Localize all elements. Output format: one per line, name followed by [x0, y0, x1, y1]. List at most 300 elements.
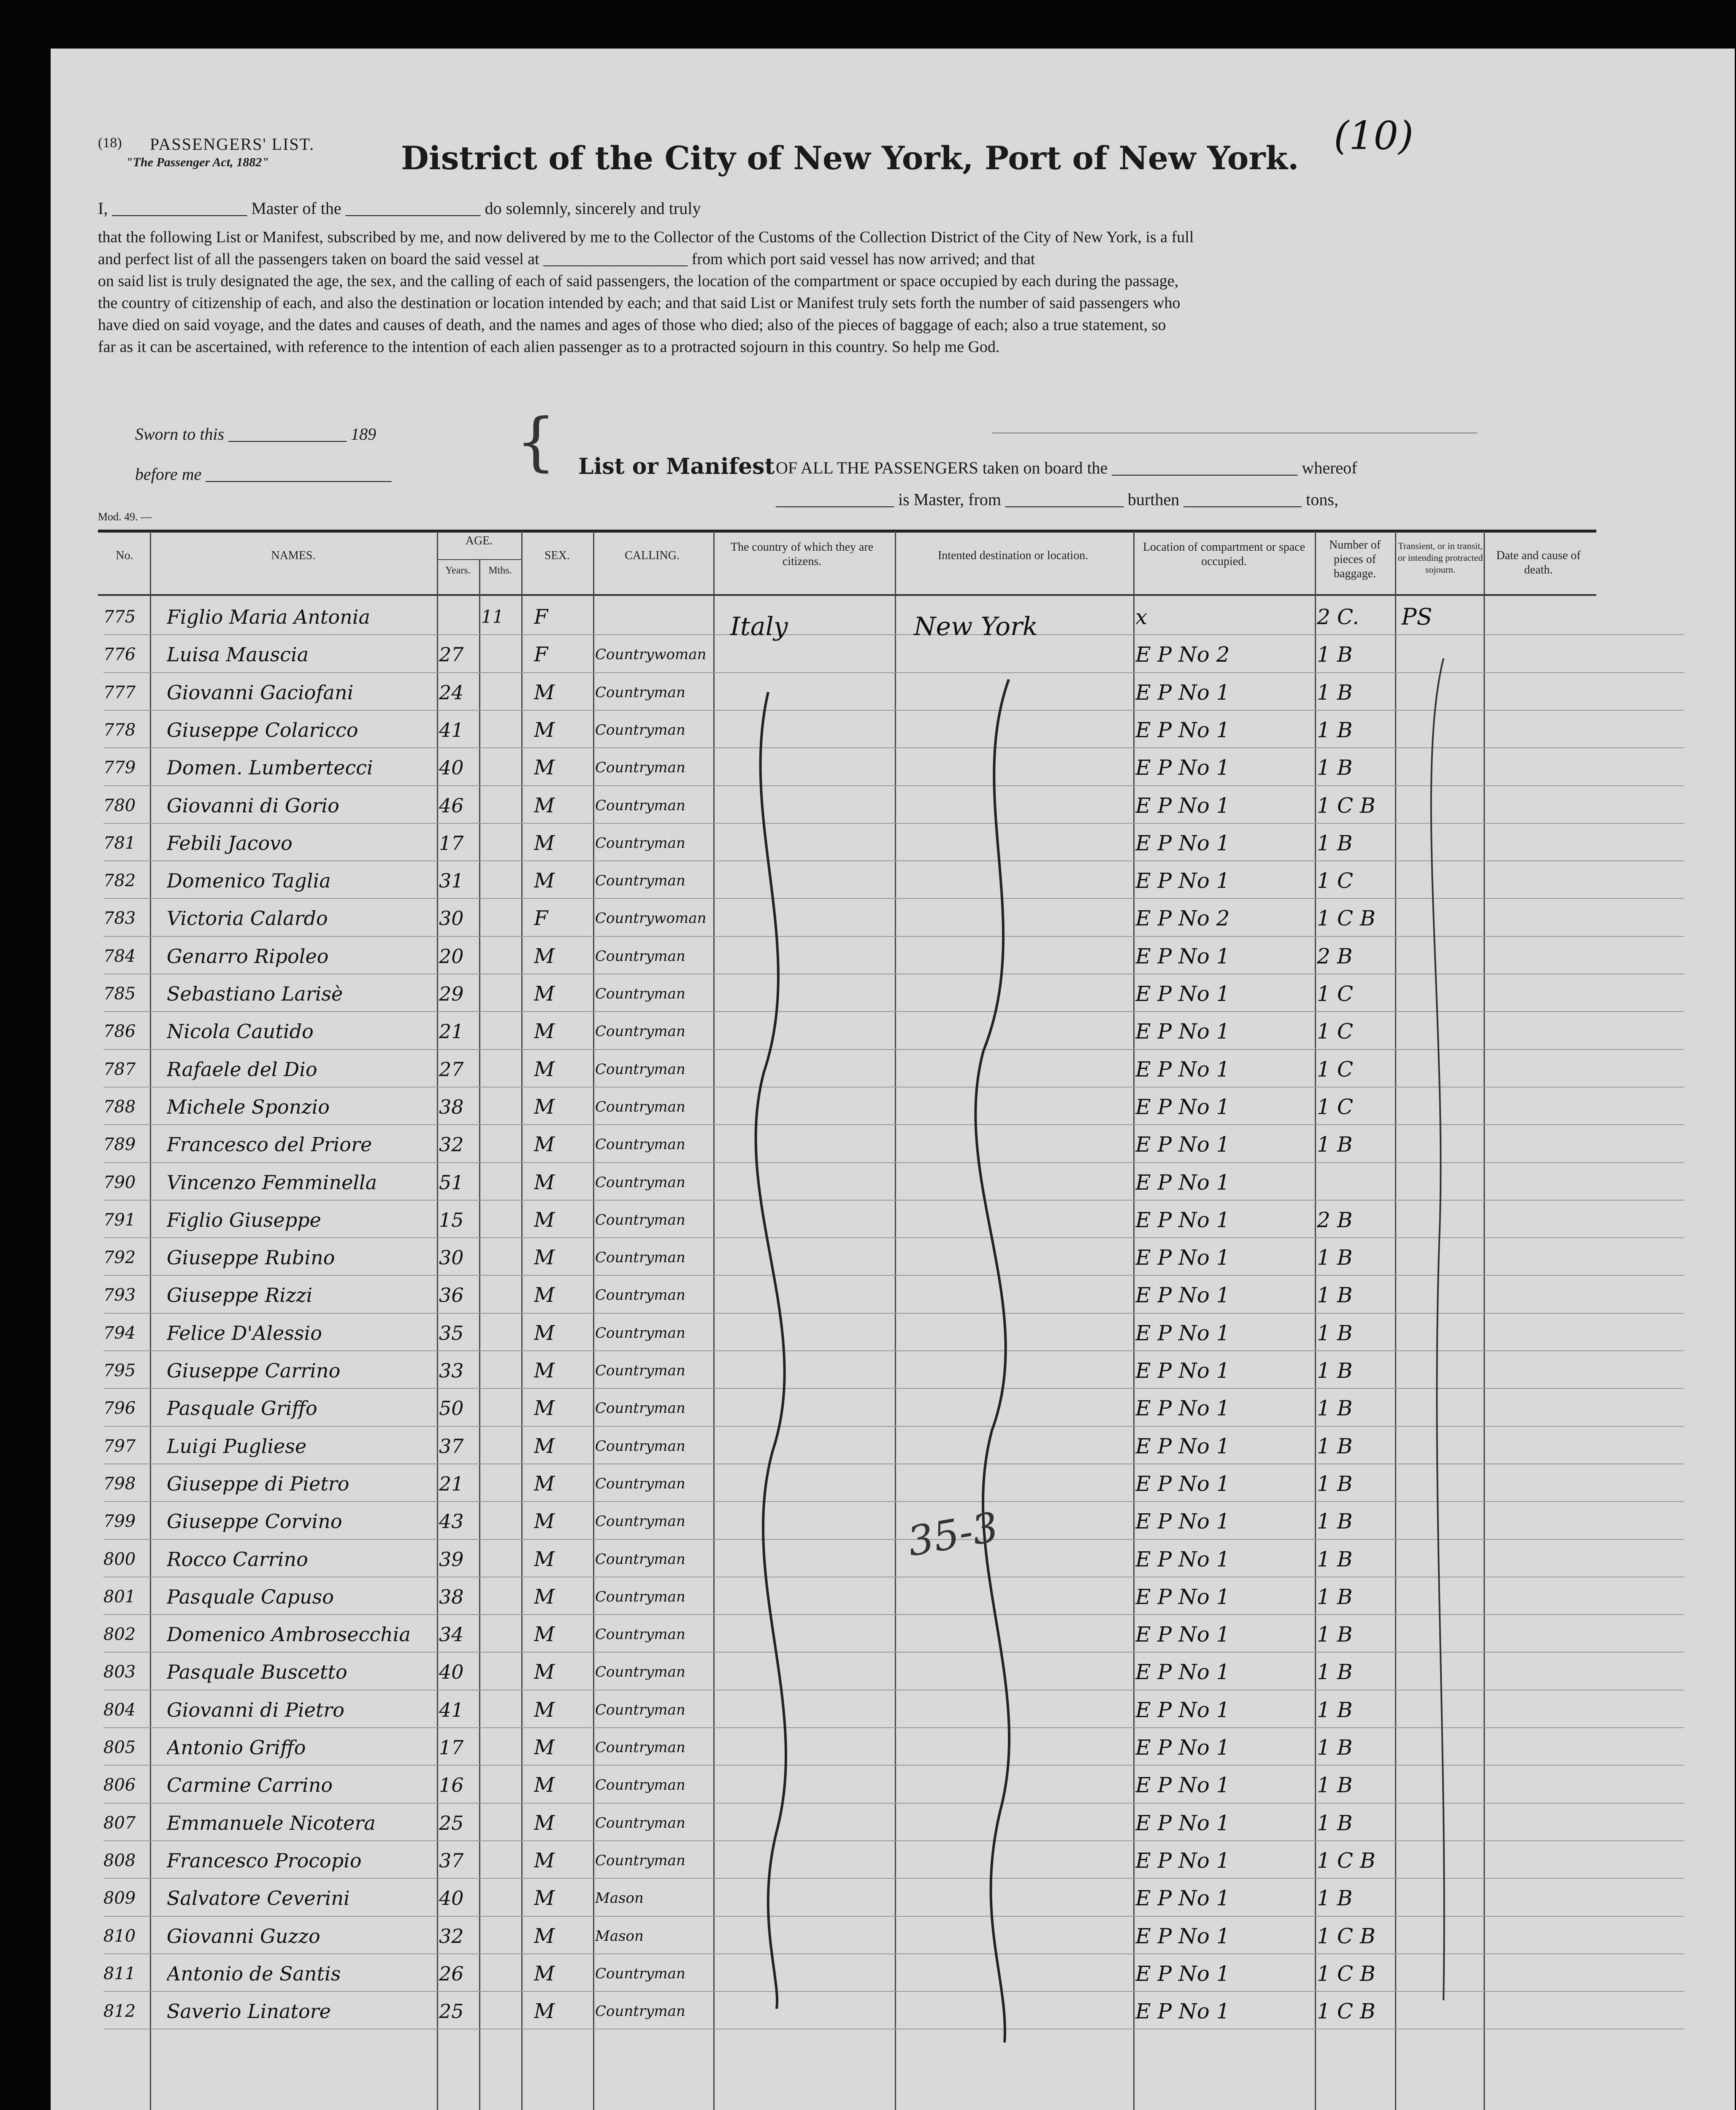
- ditto-transient: [1397, 650, 1481, 2042]
- cell-no: 799: [103, 1512, 136, 1531]
- cell-baggage: 1 B: [1317, 1358, 1353, 1383]
- cell-calling: Countryman: [595, 872, 685, 890]
- col-no: No.: [116, 549, 133, 562]
- col-rule: [1315, 531, 1316, 2110]
- cell-location: E P No 1: [1135, 1848, 1230, 1873]
- cell-sex: M: [534, 1585, 555, 1609]
- cell-name: Emmanuele Nicotera: [167, 1811, 376, 1834]
- cell-calling: Mason: [595, 1890, 644, 1907]
- cell-sex: M: [534, 1698, 555, 1722]
- cell-no: 784: [103, 946, 136, 966]
- cell-name: Vincenzo Femminella: [167, 1171, 377, 1194]
- cell-baggage: 1 B: [1317, 1810, 1353, 1835]
- cell-years: 25: [439, 1811, 464, 1834]
- cell-sex: M: [534, 680, 555, 704]
- cell-name: Domenico Ambrosecchia: [167, 1623, 411, 1646]
- cell-years: 17: [439, 1736, 464, 1759]
- cell-sex: M: [534, 1886, 555, 1910]
- cell-calling: Countryman: [595, 797, 685, 814]
- cell-years: 37: [439, 1849, 464, 1872]
- cell-baggage: 1 B: [1317, 1773, 1353, 1798]
- cell-baggage: 1 B: [1317, 1434, 1353, 1458]
- cell-calling: Countryman: [595, 1550, 685, 1568]
- cell-baggage: 1 C B: [1317, 1923, 1376, 1948]
- cell-sex: M: [534, 1133, 555, 1157]
- cell-location: E P No 1: [1135, 830, 1230, 855]
- cell-baggage: 1 B: [1317, 1471, 1353, 1496]
- cell-location: E P No 1: [1135, 1245, 1230, 1270]
- cell-calling: Countryman: [595, 1324, 685, 1342]
- cell-location: E P No 1: [1135, 755, 1230, 780]
- cell-location: E P No 1: [1135, 1396, 1230, 1421]
- cell-years: 41: [439, 1698, 464, 1721]
- cell-no: 811: [103, 1964, 136, 1983]
- cell-location: E P No 1: [1135, 1471, 1230, 1496]
- cell-location: E P No 1: [1135, 1434, 1230, 1458]
- oath-line: that the following List or Manifest, subscribed by me, and now delivered by me to the Collector of the Customs of the Collection District of the City of New York, is a full: [98, 228, 1194, 246]
- cell-no: 794: [103, 1323, 136, 1343]
- cell-location: E P No 1: [1135, 680, 1230, 705]
- cell-years: 50: [439, 1397, 464, 1420]
- cell-years: 21: [439, 1020, 464, 1043]
- ditto-transient-line: [1431, 658, 1444, 2000]
- row-rule: [103, 634, 1684, 635]
- ditto-marks: [713, 650, 1135, 2085]
- col-rule: [1395, 531, 1396, 2110]
- cell-transient: PS: [1401, 604, 1433, 630]
- cell-sex: M: [534, 718, 555, 742]
- cell-name: Giuseppe Rizzi: [167, 1284, 313, 1307]
- cell-years: 46: [439, 794, 464, 817]
- cell-baggage: 1 C B: [1317, 793, 1376, 818]
- cell-sex: M: [534, 1811, 555, 1835]
- cell-name: Rafaele del Dio: [167, 1058, 317, 1081]
- cell-sex: M: [534, 1057, 555, 1081]
- cell-sex: M: [534, 1020, 555, 1044]
- col-age: AGE.: [465, 534, 493, 547]
- col-rule: [593, 531, 594, 2110]
- cell-calling: Countryman: [595, 947, 685, 965]
- cell-no: 804: [103, 1700, 136, 1720]
- cell-location: E P No 1: [1135, 1810, 1230, 1835]
- ditto-destination-line: [975, 679, 1009, 2042]
- cell-baggage: 1 B: [1317, 1320, 1353, 1345]
- cell-location: E P No 1: [1135, 717, 1230, 742]
- main-title: District of the City of New York, Port of New York.: [401, 139, 1299, 177]
- margin-note: 35-3: [904, 1503, 1002, 1566]
- oath-line: the country of citizenship of each, and also the destination or location intended by each; and that said List or Manifest truly sets forth the number of said passengers who: [98, 294, 1181, 312]
- cell-name: Giuseppe Rubino: [167, 1246, 335, 1269]
- cell-calling: Countryman: [595, 1777, 685, 1794]
- cell-years: 31: [439, 869, 464, 893]
- cell-no: 793: [103, 1285, 136, 1305]
- col-mths: Mths.: [488, 565, 512, 576]
- cell-sex: M: [534, 1321, 555, 1345]
- cell-name: Pasquale Buscetto: [167, 1661, 347, 1684]
- cell-name: Domen. Lumbertecci: [167, 756, 373, 779]
- manifest-line-1: OF ALL THE PASSENGERS taken on board the ______________________ whereof: [776, 458, 1357, 477]
- cell-calling: Countryman: [595, 1588, 685, 1605]
- cell-years: 36: [439, 1284, 464, 1307]
- cell-no: 783: [103, 909, 136, 928]
- cell-years: 40: [439, 1661, 464, 1684]
- cell-no: 781: [103, 833, 136, 853]
- cell-sex: M: [534, 1623, 555, 1647]
- cell-name: Michele Sponzio: [167, 1095, 330, 1118]
- cell-location: E P No 1: [1135, 1622, 1230, 1647]
- cell-years: 30: [439, 907, 464, 930]
- cell-no: 789: [103, 1135, 136, 1155]
- cell-years: 35: [439, 1321, 464, 1344]
- oath-line: have died on said voyage, and the dates and causes of death, and the names and ages of those who died; also of the pieces of baggage of each; also a true statement, so: [98, 316, 1166, 334]
- cell-years: 38: [439, 1095, 464, 1118]
- cell-name: Giovanni Guzzo: [167, 1924, 320, 1948]
- cell-name: Sebastiano Larisè: [167, 982, 343, 1005]
- col-destination: Intented destination or location.: [937, 549, 1089, 562]
- cell-sex: M: [534, 1472, 555, 1496]
- cell-calling: Countryman: [595, 1664, 685, 1681]
- cell-no: 788: [103, 1097, 136, 1117]
- cell-years: 27: [439, 1058, 464, 1081]
- cell-no: 779: [103, 758, 136, 778]
- cell-no: 796: [103, 1399, 136, 1418]
- cell-name: Victoria Calardo: [167, 907, 328, 930]
- cell-sex: M: [534, 1246, 555, 1270]
- cell-name: Figlio Giuseppe: [167, 1208, 321, 1231]
- manifest-line-2: ______________ is Master, from ______________ burthen ______________ tons,: [776, 490, 1338, 509]
- manifest-title: List or Manifest: [578, 454, 775, 479]
- cell-calling: Countryman: [595, 1701, 685, 1718]
- cell-location: E P No 1: [1135, 1094, 1230, 1119]
- cell-years: 20: [439, 944, 464, 968]
- cell-sex: M: [534, 793, 555, 817]
- cell-name: Antonio Griffo: [167, 1736, 306, 1759]
- cell-years: 40: [439, 756, 464, 779]
- cell-sex: M: [534, 944, 555, 968]
- cell-mths: 11: [481, 606, 504, 627]
- cell-location: E P No 1: [1135, 793, 1230, 818]
- cell-location: E P No 1: [1135, 1547, 1230, 1572]
- cell-no: 791: [103, 1210, 136, 1230]
- cell-baggage: 1 C: [1317, 1057, 1353, 1082]
- cell-years: 21: [439, 1472, 464, 1495]
- cell-name: Giovanni di Gorio: [167, 794, 339, 817]
- cell-location: E P No 1: [1135, 1773, 1230, 1798]
- cell-sex: F: [534, 605, 548, 629]
- cell-location: E P No 1: [1135, 1697, 1230, 1722]
- cell-years: 27: [439, 643, 464, 666]
- cell-no: 785: [103, 984, 136, 1004]
- col-sex: SEX.: [544, 549, 570, 562]
- cell-location: E P No 2: [1135, 642, 1230, 667]
- cell-sex: M: [534, 1396, 555, 1420]
- cell-name: Rocco Carrino: [167, 1547, 308, 1571]
- cell-no: 808: [103, 1850, 136, 1870]
- oath-line: on said list is truly designated the age, the sex, and the calling of each of said passengers, the location of the compartment or space occupied by each during the passage,: [98, 272, 1178, 290]
- cell-sex: M: [534, 1660, 555, 1684]
- cell-sex: F: [534, 906, 548, 931]
- cell-baggage: 1 B: [1317, 755, 1353, 780]
- cell-name: Pasquale Griffo: [167, 1397, 317, 1420]
- oath-line: and perfect list of all the passengers taken on board the said vessel at __________________ from which port said vessel has now arrived; and that: [98, 250, 1035, 268]
- cell-no: 807: [103, 1813, 136, 1833]
- cell-calling: Countryman: [595, 759, 685, 776]
- cell-location: E P No 1: [1135, 1019, 1230, 1044]
- cell-sex: M: [534, 1170, 555, 1194]
- cell-location: E P No 1: [1135, 1735, 1230, 1760]
- cell-baggage: 1 B: [1317, 717, 1353, 742]
- cell-calling: Countryman: [595, 1437, 685, 1455]
- cell-sex: M: [534, 1283, 555, 1307]
- cell-baggage: 1 B: [1317, 1509, 1353, 1534]
- cell-sex: M: [534, 1736, 555, 1759]
- cell-name: Nicola Cautido: [167, 1020, 314, 1043]
- cell-location: x: [1135, 605, 1148, 629]
- cell-calling: Countryman: [595, 721, 685, 738]
- cell-no: 806: [103, 1775, 136, 1795]
- cell-baggage: 1 B: [1317, 1245, 1353, 1270]
- cell-location: E P No 2: [1135, 906, 1230, 931]
- col-rule: [1484, 531, 1485, 2110]
- cell-years: 34: [439, 1623, 464, 1646]
- sworn-line: Sworn to this ______________ 189: [135, 425, 376, 444]
- col-transient: Transient, or in transit, or intending protracted sojourn.: [1397, 541, 1483, 575]
- cell-sex: M: [534, 831, 555, 855]
- cell-no: 812: [103, 2002, 136, 2021]
- cell-sex: M: [534, 1924, 555, 1948]
- cell-baggage: 1 B: [1317, 1547, 1353, 1572]
- cell-calling: Countryman: [595, 1249, 685, 1266]
- cell-no: 801: [103, 1587, 136, 1607]
- cell-calling: Countrywoman: [595, 646, 707, 663]
- table-top-rule: [98, 530, 1596, 533]
- cell-calling: Countrywoman: [595, 910, 707, 927]
- cell-no: 775: [103, 607, 136, 627]
- cell-location: E P No 1: [1135, 1999, 1230, 2024]
- cell-sex: M: [534, 1359, 555, 1382]
- cell-sex: M: [534, 1434, 555, 1458]
- cell-calling: Countryman: [595, 1174, 685, 1191]
- cell-calling: Countryman: [595, 1814, 685, 1831]
- cell-calling: Countryman: [595, 1023, 685, 1040]
- col-rule: [437, 531, 438, 2110]
- cell-calling: Countryman: [595, 1136, 685, 1153]
- cell-years: 40: [439, 1887, 464, 1910]
- cell-sex: M: [534, 756, 555, 780]
- ditto-country-line: [756, 692, 786, 2009]
- cell-name: Francesco del Priore: [167, 1133, 372, 1156]
- col-location: Location of compartment or space occupied.: [1143, 541, 1305, 568]
- header-bottom-rule: [98, 594, 1596, 596]
- cell-name: Pasquale Capuso: [167, 1585, 334, 1608]
- cell-years: 39: [439, 1547, 464, 1571]
- country-entry: Italy: [730, 612, 788, 641]
- cell-name: Salvatore Ceverini: [167, 1887, 350, 1910]
- cell-name: Giuseppe Carrino: [167, 1359, 341, 1382]
- cell-sex: M: [534, 1999, 555, 2023]
- cell-name: Francesco Procopio: [167, 1849, 362, 1872]
- cell-no: 787: [103, 1059, 136, 1079]
- cell-sex: M: [534, 1848, 555, 1872]
- cell-baggage: 2 B: [1317, 1207, 1353, 1232]
- cell-no: 782: [103, 871, 136, 891]
- cell-years: 32: [439, 1924, 464, 1948]
- cell-calling: Countryman: [595, 1852, 685, 1869]
- cell-no: 776: [103, 645, 136, 665]
- cell-calling: Countryman: [595, 1098, 685, 1115]
- cell-no: 805: [103, 1738, 136, 1757]
- cell-years: 51: [439, 1171, 464, 1194]
- cell-name: Figlio Maria Antonia: [167, 606, 370, 628]
- cell-no: 800: [103, 1549, 136, 1569]
- cell-name: Luisa Mauscia: [167, 643, 309, 666]
- cell-no: 778: [103, 720, 136, 740]
- cell-calling: Countryman: [595, 1287, 685, 1304]
- cell-baggage: 1 B: [1317, 1735, 1353, 1760]
- cell-calling: Countryman: [595, 985, 685, 1002]
- cell-baggage: 1 B: [1317, 1886, 1353, 1911]
- cell-baggage: 1 B: [1317, 1132, 1353, 1157]
- cell-baggage: 2 B: [1317, 944, 1353, 968]
- page-mark: (10): [1334, 113, 1414, 158]
- col-country: The country of which they are citizens.: [730, 541, 874, 568]
- cell-calling: Countryman: [595, 684, 685, 701]
- cell-calling: Countryman: [595, 834, 685, 852]
- col-rule: [521, 531, 523, 2110]
- cell-sex: M: [534, 1509, 555, 1534]
- cell-calling: Countryman: [595, 1965, 685, 1982]
- cell-calling: Countryman: [595, 1362, 685, 1379]
- cell-years: 33: [439, 1359, 464, 1382]
- before-me-line: before me ______________________: [135, 465, 392, 484]
- cell-no: 803: [103, 1662, 136, 1682]
- cell-years: 26: [439, 1962, 464, 1985]
- col-years: Years.: [445, 565, 471, 576]
- list-title: PASSENGERS' LIST.: [150, 135, 315, 154]
- cell-years: 25: [439, 2000, 464, 2023]
- cell-baggage: 1 B: [1317, 1622, 1353, 1647]
- cell-location: E P No 1: [1135, 1170, 1230, 1195]
- cell-location: E P No 1: [1135, 868, 1230, 893]
- cell-baggage: 1 B: [1317, 1697, 1353, 1722]
- cell-years: 41: [439, 718, 464, 741]
- cell-calling: Countryman: [595, 1211, 685, 1228]
- cell-location: E P No 1: [1135, 1509, 1230, 1534]
- cell-years: 32: [439, 1133, 464, 1156]
- col-calling: CALLING.: [625, 549, 680, 562]
- col-death: Date and cause of death.: [1496, 549, 1581, 576]
- cell-name: Luigi Pugliese: [167, 1434, 307, 1458]
- col-baggage: Number of pieces of baggage.: [1329, 538, 1381, 580]
- cell-no: 797: [103, 1436, 136, 1456]
- cell-years: 16: [439, 1774, 464, 1797]
- cell-name: Giovanni di Pietro: [167, 1698, 344, 1721]
- form-number: (18): [98, 135, 122, 151]
- col-rule: [479, 559, 480, 2110]
- cell-name: Giuseppe di Pietro: [167, 1472, 349, 1495]
- cell-no: 809: [103, 1888, 136, 1908]
- cell-location: E P No 1: [1135, 1660, 1230, 1685]
- cell-no: 790: [103, 1172, 136, 1192]
- col-names: NAMES.: [271, 549, 316, 562]
- cell-calling: Countryman: [595, 1400, 685, 1417]
- cell-years: 29: [439, 982, 464, 1005]
- cell-location: E P No 1: [1135, 1886, 1230, 1911]
- cell-calling: Mason: [595, 1927, 644, 1945]
- cell-baggage: 2 C.: [1317, 605, 1360, 629]
- cell-sex: M: [534, 1095, 555, 1119]
- cell-no: 786: [103, 1022, 136, 1041]
- oath-line: far as it can be ascertained, with reference to the intention of each alien passenger as to a protracted sojourn in this country. So help me God.: [98, 338, 1000, 356]
- brace: {: [516, 405, 556, 479]
- cell-baggage: 1 C: [1317, 868, 1353, 893]
- cell-no: 777: [103, 682, 136, 702]
- cell-baggage: 1 B: [1317, 680, 1353, 705]
- cell-no: 798: [103, 1474, 136, 1493]
- cell-baggage: 1 C: [1317, 1094, 1353, 1119]
- cell-location: E P No 1: [1135, 944, 1230, 968]
- cell-location: E P No 1: [1135, 1057, 1230, 1082]
- cell-name: Antonio de Santis: [167, 1962, 341, 1985]
- cell-baggage: 1 B: [1317, 1396, 1353, 1421]
- cell-baggage: 1 B: [1317, 1283, 1353, 1308]
- cell-name: Febili Jacovo: [167, 831, 292, 855]
- cell-location: E P No 1: [1135, 1207, 1230, 1232]
- cell-baggage: 1 C: [1317, 1019, 1353, 1044]
- col-rule: [150, 531, 151, 2110]
- cell-location: E P No 1: [1135, 1584, 1230, 1609]
- cell-years: 43: [439, 1510, 464, 1533]
- cell-location: E P No 1: [1135, 1132, 1230, 1157]
- cell-years: 15: [439, 1208, 464, 1231]
- oath-line: I, ________________ Master of the ________________ do solemnly, sincerely and truly: [98, 199, 701, 218]
- cell-baggage: 1 B: [1317, 642, 1353, 667]
- cell-name: Giuseppe Colaricco: [167, 718, 358, 741]
- cell-baggage: 1 B: [1317, 830, 1353, 855]
- cell-calling: Countryman: [595, 1626, 685, 1643]
- cell-years: 17: [439, 831, 464, 855]
- cell-baggage: 1 C: [1317, 982, 1353, 1006]
- form-mod: Mod. 49. —: [98, 511, 152, 523]
- cell-no: 802: [103, 1625, 136, 1645]
- cell-sex: M: [534, 1208, 555, 1232]
- cell-no: 795: [103, 1361, 136, 1380]
- cell-sex: M: [534, 1773, 555, 1797]
- cell-sex: M: [534, 982, 555, 1006]
- cell-name: Giovanni Gaciofani: [167, 681, 354, 704]
- cell-location: E P No 1: [1135, 1320, 1230, 1345]
- cell-calling: Countryman: [595, 2003, 685, 2020]
- cell-name: Felice D'Alessio: [167, 1321, 322, 1344]
- cell-sex: M: [534, 1547, 555, 1571]
- cell-years: 38: [439, 1585, 464, 1608]
- cell-sex: F: [534, 643, 548, 667]
- cell-calling: Countryman: [595, 1475, 685, 1492]
- cell-sex: M: [534, 869, 555, 893]
- cell-sex: M: [534, 1961, 555, 1986]
- cell-years: 37: [439, 1434, 464, 1458]
- cell-name: Giuseppe Corvino: [167, 1510, 342, 1533]
- cell-calling: Countryman: [595, 1739, 685, 1756]
- cell-baggage: 1 B: [1317, 1584, 1353, 1609]
- cell-location: E P No 1: [1135, 1923, 1230, 1948]
- cell-baggage: 1 C B: [1317, 1999, 1376, 2024]
- cell-years: 30: [439, 1246, 464, 1269]
- cell-baggage: 1 C B: [1317, 1961, 1376, 1986]
- cell-location: E P No 1: [1135, 1961, 1230, 1986]
- cell-baggage: 1 B: [1317, 1660, 1353, 1685]
- cell-baggage: 1 C B: [1317, 906, 1376, 931]
